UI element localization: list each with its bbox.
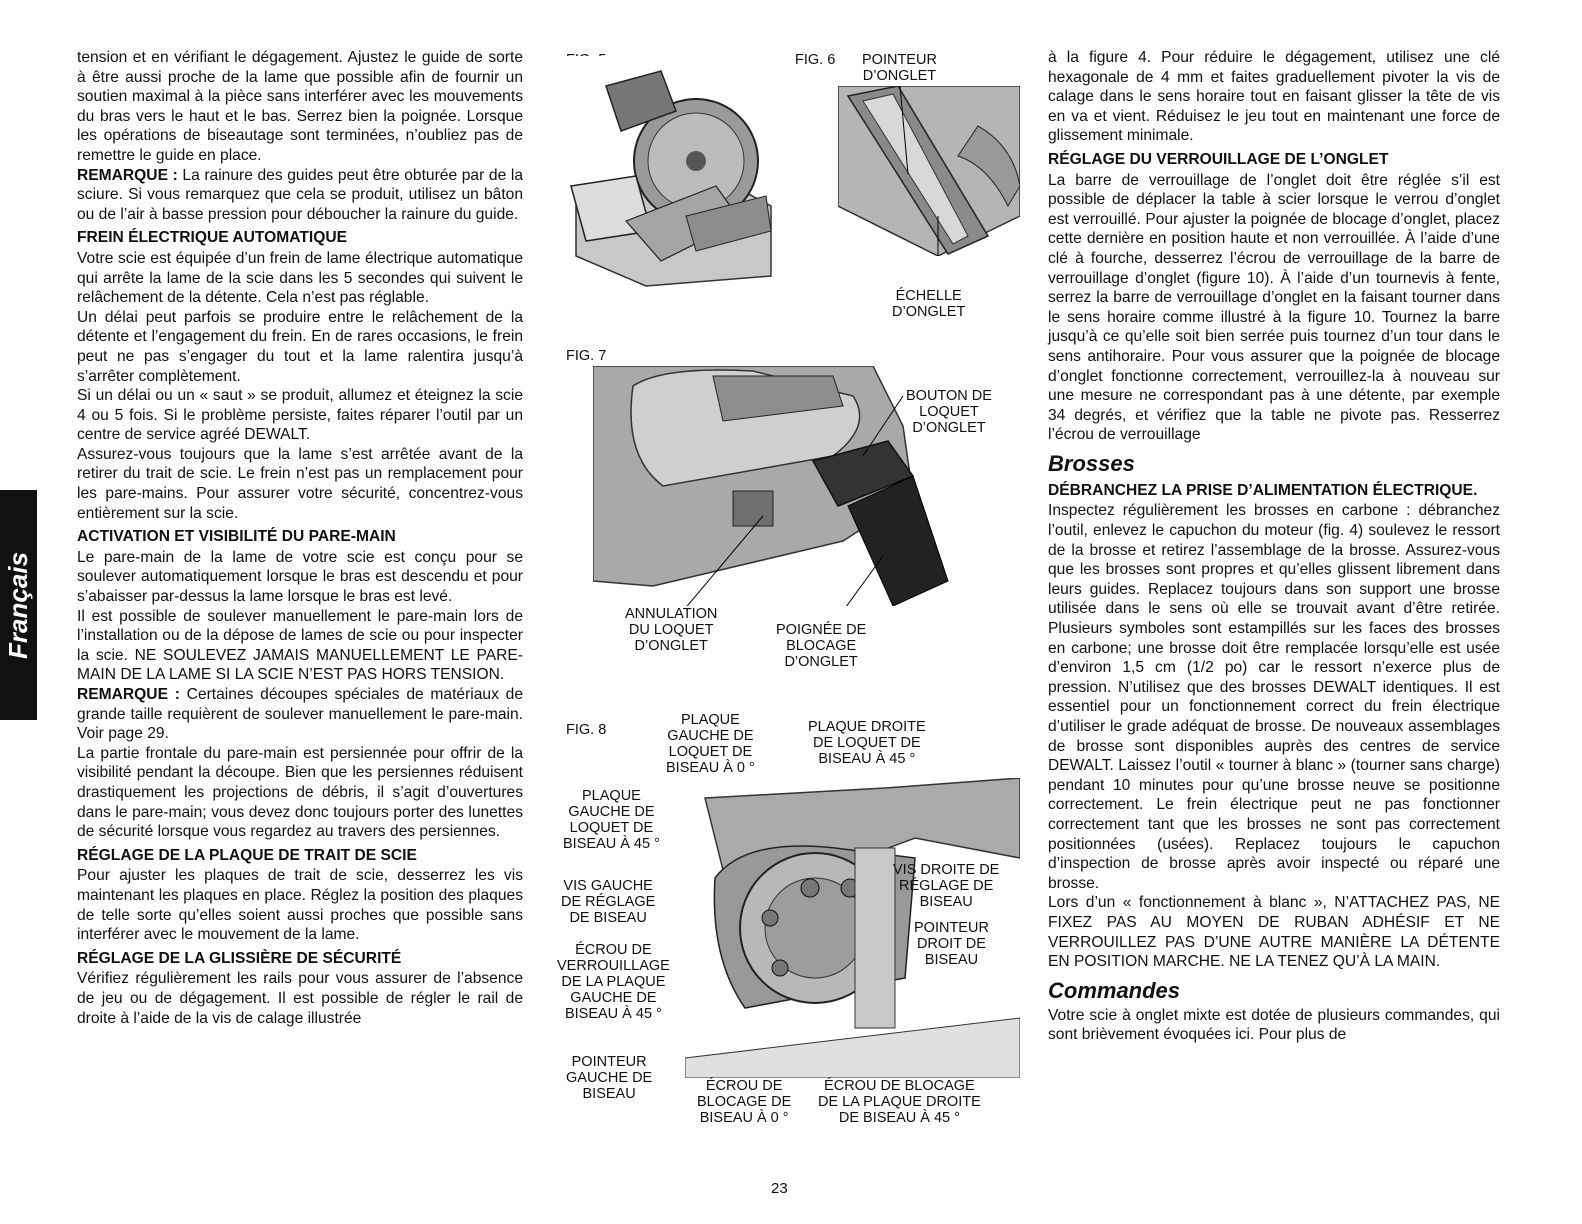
fig8-label-pointeur-droit: POINTEUR DROIT DE BISEAU bbox=[914, 920, 989, 968]
note-text: La rainure des guides peut être obturée par de la sciure. Si vous remarquez que cela se produit, utilisez un bâton ou de l’air à basse pression pour déboucher la rainure du guide. bbox=[77, 166, 523, 223]
fig6-label-echelle: ÉCHELLE D’ONGLET bbox=[892, 288, 966, 320]
section-heading: ACTIVATION ET VISIBILITÉ DU PARE-MAIN bbox=[77, 528, 396, 546]
fig7-label-poignee: POIGNÉE DE BLOCAGE D’ONGLET bbox=[776, 622, 867, 670]
paragraph: Pour ajuster les plaques de trait de scie, desserrez les vis maintenant les plaques en place. Réglez la position des plaques de telle sorte qu’elles soient aussi proches que possible sans interférer avec le mouvement de la lame. bbox=[77, 867, 523, 944]
fig8-label-plaque-gauche-0: PLAQUE GAUCHE DE LOQUET DE BISEAU À 0 ° bbox=[666, 712, 755, 776]
section-heading: RÉGLAGE DE LA GLISSIÈRE DE SÉCURITÉ bbox=[77, 949, 402, 967]
paragraph: Il est possible de soulever manuellement le pare-main lors de l’installation ou de la dépose de lames de scie ou pour inspecter la scie. NE SOULEVEZ JAMAIS MANUELLEMENT LE PARE-MAIN DE LA LAME SI LA SCIE N’EST PAS HORS TENSION. bbox=[77, 607, 523, 684]
section-heading: RÉGLAGE DU VERROUILLAGE DE L’ONGLET bbox=[1048, 150, 1389, 168]
fig7-label-annulation: ANNULATION DU LOQUET D’ONGLET bbox=[625, 606, 718, 654]
note-paragraph bbox=[77, 166, 523, 225]
note-text: Certaines découpes spéciales de matériaux de grande taille requièrent de soulever manuellement le pare-main. Voir page 29. bbox=[77, 686, 523, 743]
fig8-label-vis-droite: VIS DROITE DE RÉGLAGE DE BISEAU bbox=[893, 862, 1000, 910]
page-number: 23 bbox=[771, 1180, 788, 1197]
paragraph: La partie frontale du pare-main est persiennée pour offrir de la visibilité pendant la découpe. Bien que les persiennes réduisent drastiquement les projections de débris, il s’agit d’ouvertures dans le pare-main; vous devez donc toujours porter des lunettes de sécurité lorsque vous regardez au travers des persiennes. bbox=[77, 744, 523, 841]
fig7-title: FIG. 7 bbox=[566, 348, 607, 364]
left-column bbox=[77, 48, 523, 1028]
note-label: REMARQUE : bbox=[77, 686, 180, 703]
fig8-label-ecrou-blocage-0: ÉCROU DE BLOCAGE DE BISEAU À 0 ° bbox=[697, 1078, 792, 1126]
right-column bbox=[1048, 48, 1500, 1045]
fig6-image bbox=[838, 86, 1020, 256]
section-title: Brosses bbox=[1048, 450, 1135, 476]
fig5-image bbox=[566, 56, 776, 288]
paragraph: Votre scie à onglet mixte est dotée de plusieurs commandes, qui sont brièvement évoquées ici. Pour plus de bbox=[1048, 1006, 1500, 1044]
fig8-label-vis-gauche: VIS GAUCHE DE RÉGLAGE DE BISEAU bbox=[561, 878, 656, 926]
fig8-label-ecrou-verrou: ÉCROU DE VERROUILLAGE DE LA PLAQUE GAUCHE DE BISEAU À 45 ° bbox=[557, 942, 670, 1022]
paragraph: tension et en vérifiant le dégagement. Ajustez le guide de sorte à être aussi proche de la lame que possible afin de fournir un soutien maximal à la pièce sans interférer avec les mouvements du bras vers le haut et le bas. Serrez bien la poignée. Lorsque les opérations de biseautage sont terminées, n’oubliez pas de remettre le guide en place. bbox=[77, 49, 523, 164]
section-heading: RÉGLAGE DE LA PLAQUE DE TRAIT DE SCIE bbox=[77, 846, 417, 864]
paragraph: Si un délai ou un « saut » se produit, allumez et éteignez la scie 4 ou 5 fois. Si le problème persiste, faites réparer l’outil par un centre de service agréé DEWALT. bbox=[77, 387, 523, 444]
paragraph: Votre scie est équipée d’un frein de lame électrique automatique qui arrête la lame de la scie dans les 5 secondes qui suivent le relâchement de la détente. Cela n’est pas réglable. bbox=[77, 249, 523, 307]
language-tab-label: Français bbox=[3, 551, 34, 659]
note-paragraph bbox=[77, 685, 523, 744]
fig8-label-ecrou-blocage-45: ÉCROU DE BLOCAGE DE LA PLAQUE DROITE DE BISEAU À 45 ° bbox=[818, 1078, 981, 1126]
paragraph: Inspectez régulièrement les brosses en carbone : débranchez l’outil, enlevez le capuchon du moteur (fig. 4) soulevez le ressort de la brosse et retirez l’assemblage de la brosse. Assurez-vous que les brosses sont propres et qu’elles glissent librement dans leurs guides. Replacez toujours dans son support une brosse utilisée dans le sens où elle se trouvait avant d’être retirée. Plusieurs symboles sont estampillés sur les faces des brosses en carbone; une brosse doit être remplacée lorsqu’elle est usée d’environ 1,5 cm (1/2 po) car le ressort n’exerce plus de pression. N’utilisez que des brosses DEWALT identiques. Il est essentiel pour un fonctionnement correct du frein électrique d’utiliser le grade adéquat de brosse. De nouveaux assemblages de brosse sont disponibles auprès des centres de service DEWALT. Laissez l’outil « tourner à blanc » (tourner sans charge) pendant 10 minutes pour qu’une brosse neuve se positionne correctement. Le frein électrique peut ne pas fonctionner correctement tant que les brosses ne sont pas correctement positionnées (usées). Replacez toujours le capuchon d’inspection de brosse après avoir inspecté ou réparé une brosse. bbox=[1048, 502, 1500, 892]
paragraph: Assurez-vous toujours que la lame s’est arrêtée avant de la retirer du trait de scie. Le frein n’est pas un remplacement pour les pare-mains. Pour assurer votre sécurité, concentrez-vous entièrement sur la scie. bbox=[77, 445, 523, 522]
language-tab bbox=[0, 490, 37, 720]
section-heading: FREIN ÉLECTRIQUE AUTOMATIQUE bbox=[77, 229, 348, 247]
paragraph: Lors d’un « fonctionnement à blanc », N’ATTACHEZ PAS, NE FIXEZ PAS AU MOYEN DE RUBAN ADHÉSIF ET NE VERROUILLEZ PAS D’UNE AUTRE MANIÈRE LA DÉTENTE EN POSITION MARCHE. NE LA TENEZ QU’À LA MAIN. bbox=[1048, 894, 1500, 971]
fig6-title: FIG. 6 bbox=[795, 52, 836, 68]
fig8-title: FIG. 8 bbox=[566, 722, 607, 738]
section-heading: DÉBRANCHEZ LA PRISE D’ALIMENTATION ÉLECTRIQUE. bbox=[1048, 481, 1478, 499]
fig8-label-plaque-droite-45: PLAQUE DROITE DE LOQUET DE BISEAU À 45 ° bbox=[808, 719, 926, 767]
fig7-label-bouton: BOUTON DE LOQUET D’ONGLET bbox=[906, 388, 992, 436]
note-label: REMARQUE : bbox=[77, 166, 178, 184]
fig8-label-plaque-gauche-45: PLAQUE GAUCHE DE LOQUET DE BISEAU À 45 ° bbox=[563, 788, 660, 852]
paragraph: Un délai peut parfois se produire entre le relâchement de la détente et l’engagement du frein. En de rares occasions, le frein peut ne pas s’engager du tout et la lame ralentira jusqu’à s’arrêter complètement. bbox=[77, 308, 523, 385]
paragraph: à la figure 4. Pour réduire le dégagement, utilisez une clé hexagonale de 4 mm et faites graduellement pivoter la vis de calage dans le sens horaire tout en faisant glisser la tête de vis en va et vient. Réduisez le jeu tout en maintenant une force de glissement minimale. bbox=[1048, 49, 1500, 145]
paragraph: La barre de verrouillage de l’onglet doit être réglée s’il est possible de déplacer la table à scier lorsque le verrou d’onglet est verrouillé. Pour ajuster la poignée de blocage d’onglet, placez cette dernière en position haute et non verrouillée. À l’aide d’une clé à fourche, desserrez l’écrou de verrouillage de la barre de verrouillage d’onglet (figure 10). À l’aide d’un tournevis à fente, serrez la barre de verrouillage d’onglet en la faisant tourner dans le sens horaire comme illustré à la figure 10. Tournez la barre jusqu’à ce qu’elle soit bien serrée puis tournez d’un tour dans le sens antihoraire. Pour vous assurer que la poignée de blocage d’onglet fonctionne correctement, verrouillez-la à nouveau sur une mesure ne correspondant pas à une détente, par exemple 34 degrés, et vérifiez que la table ne pivote pas. Resserrez l’écrou de verrouillage bbox=[1048, 171, 1500, 444]
fig8-label-pointeur-gauche: POINTEUR GAUCHE DE BISEAU bbox=[566, 1054, 653, 1102]
paragraph: Le pare-main de la lame de votre scie est conçu pour se soulever automatiquement lorsque le bras est descendu et pour s’abaisser par-dessus la lame lorsque le bras est levé. bbox=[77, 548, 523, 606]
paragraph: Vérifiez régulièrement les rails pour vous assurer de l’absence de jeu ou de dégagement. Il est possible de régler le rail de droite à l’aide de la vis de calage illustrée bbox=[77, 970, 523, 1027]
fig6-label-pointeur: POINTEUR D’ONGLET bbox=[862, 52, 937, 84]
section-title: Commandes bbox=[1048, 977, 1181, 1003]
